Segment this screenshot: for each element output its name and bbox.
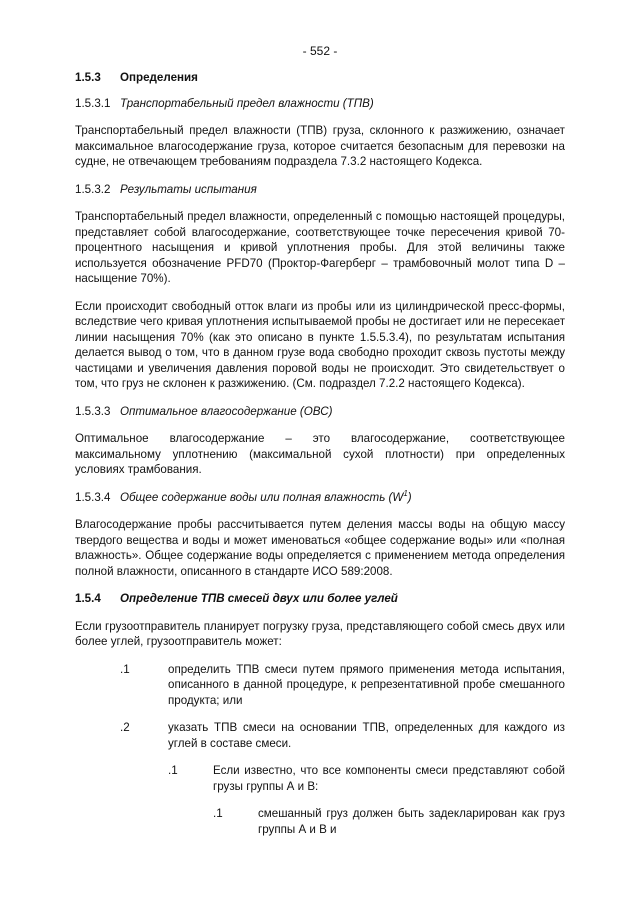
paragraph: Если грузоотправитель планирует погрузку груза, представляющего собой смесь двух или более углей, грузоотправитель может: [75, 619, 565, 648]
section-number: 1.5.3.1 [75, 96, 111, 110]
title-text: Общее содержание воды или полная влажность (W [120, 490, 404, 504]
item-text: определить ТПВ смеси путем прямого применения метода испытания, описанного в данной процедуре, к репрезентативной пробе смешанного продукта; или [168, 662, 565, 707]
section-title: Транспортабельный предел влажности (ТПВ) [120, 96, 374, 110]
list-item [75, 720, 565, 751]
sub-sub-list-item [75, 806, 565, 837]
sub-list-item [75, 763, 565, 794]
section-1-5-3-3-heading [75, 404, 565, 420]
item-text: смешанный груз должен быть задекларирован как груз группы А и В и [258, 807, 565, 836]
section-1-5-3-2-heading [75, 182, 565, 198]
section-1-5-4-heading [75, 591, 565, 607]
paragraph: Если происходит свободный отток влаги из пробы или из цилиндрической пресс-формы, вследствие чего кривая уплотнения испытываемой пробы не достигает или не пересекает линии насыщения 70% (как это описано в пункте 1.5.5.3.4), по результатам испытания делается вывод о том, что в данном грузе вода свободно проходит сквозь пустоты между частицами и увеличения давления поровой воды не происходит. Это свидетельствует о том, что груз не склонен к разжижению. (См. подраздел 7.2.2 настоящего Кодекса). [75, 299, 565, 390]
paragraph: Оптимальное влагосодержание – это влагосодержание, соответствующее максимальному уплотнению (максимальной сухой плотности) при определенных условиях трамбования. [75, 432, 565, 476]
section-1-5-3-1-heading [75, 96, 565, 112]
page-number: - 552 - [302, 44, 338, 58]
section-title: Определение ТПВ смесей двух или более углей [120, 592, 398, 605]
section-title: Определения [120, 71, 198, 84]
title-close: ) [407, 490, 412, 504]
item-text: Если известно, что все компоненты смеси представляют собой грузы группы А и В: [213, 764, 565, 793]
section-title: Результаты испытания [120, 182, 257, 196]
item-text: указать ТПВ смеси на основании ТПВ, определенных для каждого из углей в составе смеси. [168, 721, 565, 750]
section-number: 1.5.3 [75, 71, 101, 84]
section-1-5-3-4-heading [75, 490, 565, 506]
superscript: 1 [403, 488, 408, 498]
item-number: .2 [120, 721, 130, 734]
section-1-5-3-heading [75, 70, 565, 86]
paragraph: Транспортабельный предел влажности, определенный с помощью настоящей процедуры, представляет собой влагосодержание, соответствующее точке пересечения кривой 70-процентного насыщения и кривой уплотнения пробы. Для этой величины также используется обозначение PFD70 (Проктор-Фагерберг – трамбовочный молот типа D – насыщение 70%). [75, 210, 565, 285]
item-number: .1 [120, 662, 130, 676]
section-number: 1.5.4 [75, 592, 101, 605]
paragraph: Транспортабельный предел влажности (ТПВ) груза, склонного к разжижению, означает максимальное влагосодержание груза, которое считается безопасным для перевозки на судне, не отвечающем требованиям подраздела 7.3.2 настоящего Кодекса. [75, 124, 565, 168]
list-item [75, 662, 565, 709]
section-number: 1.5.3.3 [75, 404, 111, 418]
section-title [120, 490, 412, 506]
section-title: Оптимальное влагосодержание (ОВС) [120, 404, 333, 418]
section-number: 1.5.3.2 [75, 182, 111, 196]
item-number: .1 [213, 807, 223, 820]
document-body [75, 70, 565, 837]
section-number: 1.5.3.4 [75, 490, 111, 504]
item-number: .1 [168, 764, 178, 777]
paragraph: Влагосодержание пробы рассчитывается путем деления массы воды на общую массу твердого вещества и воды и может именоваться «общее содержание воды» или «полная влажность». Общее содержание воды определяется с применением метода определения полной влажности, описанного в стандарте ИСО 589:2008. [75, 518, 565, 578]
